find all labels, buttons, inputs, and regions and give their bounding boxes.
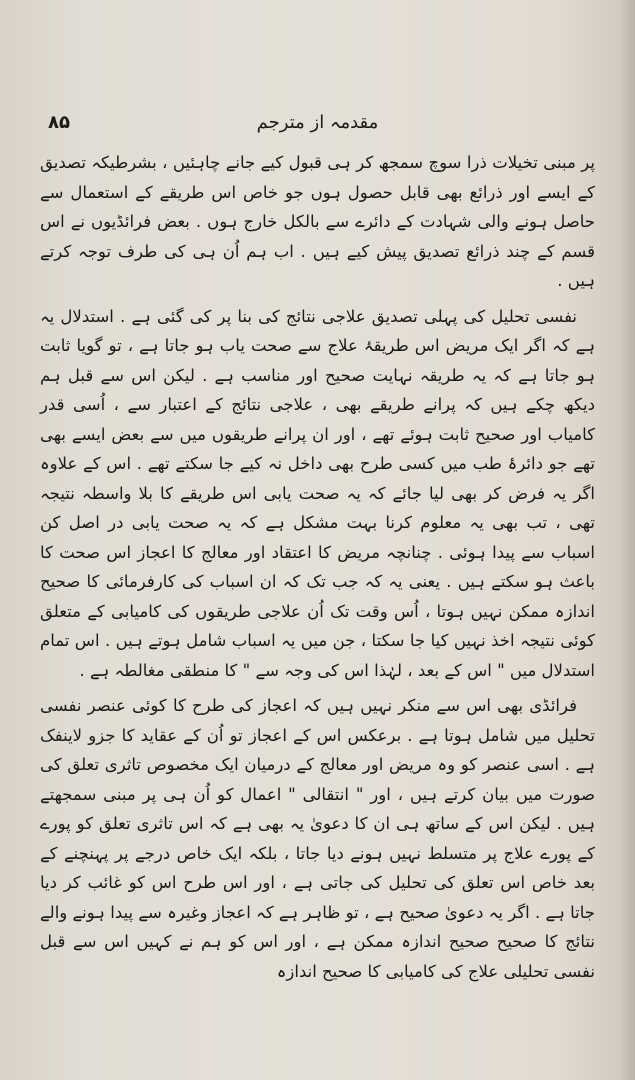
text-line: کا جزو لاینفک ہے . اسی عنصر کو وہ مریض اور معالج کے درمیان ایک مخصوص [40,725,595,774]
text-line: اور اس طرح اس کو غائب کر دیا جاتا ہے . اگر یہ دعویٰ صحیح ہے ، تو ظاہر [40,873,595,922]
text-line: جب تک کہ ان اسباب کی کارفرمائی کا صحیح اندازہ ممکن نہیں ہوتا ، اُس [40,572,595,621]
text-line: ایک خاص درجے پر پہنچنے کے بعد خاص اس تعلق کی تحلیل کی جاتی ہے ، [40,843,596,892]
running-title: مقدمہ از مترجم [256,112,379,133]
page-number: ۸۵ [48,112,70,133]
text-line: فرائڈی بھی اس سے منکر نہیں ہیں کہ اعجاز کی طرح کا کوئی عنصر [81,696,577,715]
text-line: اس تاثری تعلق کو پورے کے پورے علاج پر متسلط نہیں ہونے دیا جاتا ، بلکہ [40,814,595,863]
text-line: کے اعتبار سے ، اُسی قدر کامیاب اور صحیح ثابت ہوئے تھے ، اور ان پرانے طریقوں [40,395,595,444]
paragraph-1 [40,148,595,296]
text-line: کی طرف توجہ کرتے ہیں . [40,241,595,290]
text-line: تصدیق کے ایسے اور ذرائع بھی قابل حصول ہوں جو خاص اس طریقے کے [40,153,595,202]
text-line: نفسی تحلیل کی پہلی تصدیق علاجی نتائج کی بنا پر کی گئی ہے . [113,306,578,326]
text-line: ہے کہ یہ صحت یابی در اصل کن اسباب سے پیدا ہوئی . چنانچہ مریض کا [40,513,595,562]
text-line: اس کو ہم نے کہیں اس سے قبل نفسی تحلیلی علاج کی کامیابی کا صحیح اندازہ [40,932,595,981]
page-header [40,112,595,142]
text-line: " اس کے بعد ، لہٰذا اس کی وجہ سے " کا منطقی مغالطہ ہے . [79,660,505,680]
page-spine-shadow [619,0,635,1080]
text-line: فرائڈیوں نے اس قسم کے چند ذرائع تصدیق پیش کیے ہیں . اب ہم اُن ہی [40,212,595,261]
text-line: نفسی تحلیل میں شامل ہوتا ہے . برعکس اس کے اعجاز تو اُن کے عقاید [40,696,595,745]
text-line: استدلال یہ ہے کہ اگر ایک مریض اس طریقۂ علاج سے صحت یاب ہو جاتا ہے ، [40,306,595,355]
text-line: تاثری تعلق کی صورت میں بیان کرتے ہیں ، اور " انتقالی " اعمال کو اُن ہی [40,755,595,804]
text-line: لیکن اس سے قبل ہم دیکھ چکے ہیں کہ پرانے طریقے بھی ، علاجی نتائج [40,365,595,414]
paragraph-2 [40,302,595,686]
text-line: وقت تک اُن علاجی طریقوں کی کامیابی کے متعلق کوئی نتیجہ اخذ نہیں کیا [40,601,595,650]
text-line: میں سے بعض ایسے بھی تھے جو دائرۂ طب میں کسی طرح بھی داخل نہ [40,424,595,473]
text-line: استعمال سے حاصل ہونے والی شہادت کے دائرے سے بالکل خارج ہوں . بعض [40,182,595,231]
text-line: اس طریقے کا بلا واسطہ نتیجہ تھی ، تب بھی یہ معلوم کرنا بہت مشکل [40,483,595,532]
text-line: اعتقاد اور معالج کا اعجاز اس صحت کا باعث ہو سکتے ہیں . یعنی یہ کہ [40,542,595,591]
text-line: جا سکتا ، جن میں یہ اسباب شامل ہوتے ہیں . اس تمام استدلال میں [40,631,595,680]
text-line: پر مبنی تخیلات ذرا سوچ سمجھ کر ہی قبول کیے جانے چاہئیں ، بشرطیکہ [85,153,595,172]
text-line: کیے جا سکتے تھے . اس کے علاوہ اگر یہ فرض کر بھی لیا جائے کہ یہ صحت یابی [40,454,595,503]
body-text [40,148,595,986]
paragraph-3 [40,691,595,986]
text-line: پر مبنی سمجھتے ہیں . لیکن اس کے ساتھ ہی ان کا دعویٰ یہ بھی ہے کہ [40,784,596,833]
text-line: ہے کہ اعجاز وغیرہ سے پیدا ہونے والے نتائج کا صحیح صحیح اندازہ ممکن ہے ، اور [40,902,595,951]
text-line: تو گویا ثابت ہو جاتا ہے کہ یہ طریقہ نہایت صحیح اور مناسب ہے . [40,336,595,385]
